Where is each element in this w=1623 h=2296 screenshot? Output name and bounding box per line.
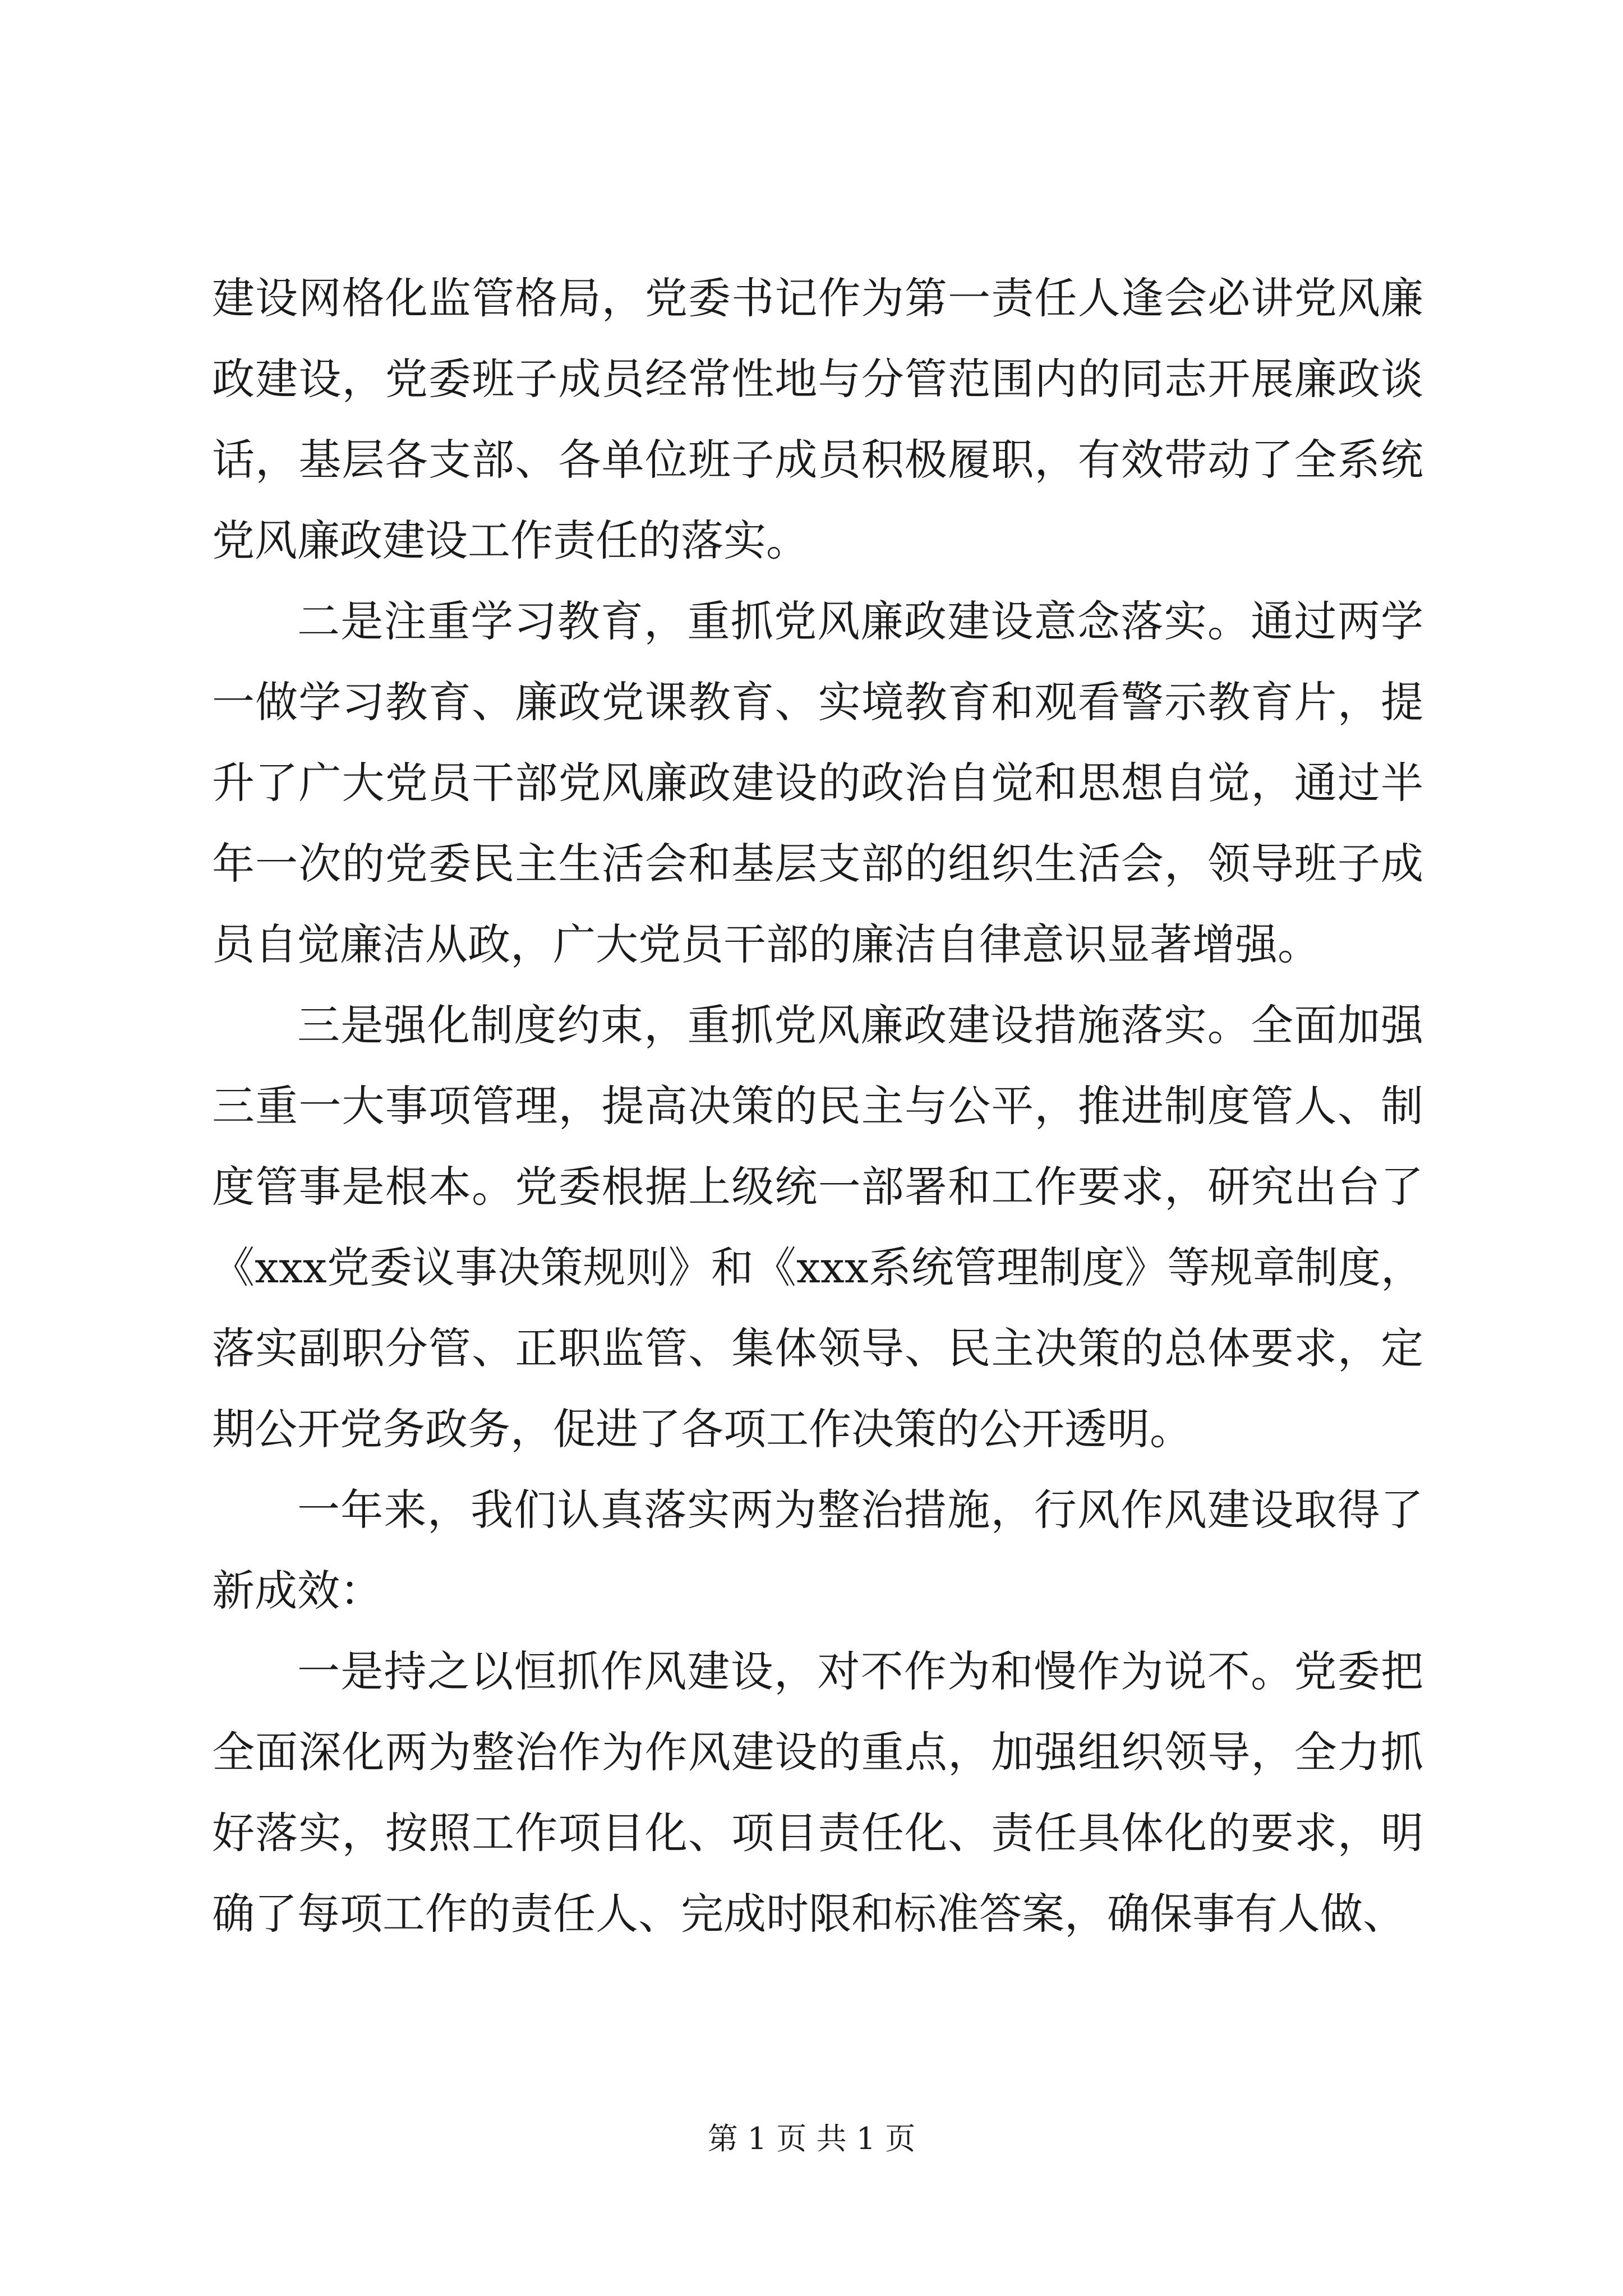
paragraph-study-education: 二是注重学习教育，重抓党风廉政建设意念落实。通过两学一做学习教育、廉政党课教育、实境教育和观看警示教育片，提升了广大党员干部党风廉政建设的政治自觉和思想自觉，通过半年一次的党委民主生活会和基层支部的组织生活会，领导班子成员自觉廉洁从政，广大党员干部的廉洁自律意识显著增强。 (212, 596, 1423, 969)
page-number-footer: 第 1 页 共 1 页 (707, 2121, 916, 2156)
paragraph-year-summary: 一年来，我们认真落实两为整治措施，行风作风建设取得了新成效： (212, 1485, 1423, 1616)
document-body (212, 258, 1423, 1954)
paragraph-system-constraints: 三是强化制度约束，重抓党风廉政建设措施落实。全面加强三重一大事项管理，提高决策的民主与公平，推进制度管人、制度管事是根本。党委根据上级统一部署和工作要求，研究出台了《xxx党委议事决策规则》和《xxx系统管理制度》等规章制度，落实副职分管、正职监管、集体领导、民主决策的总体要求，定期公开党务政务，促进了各项工作决策的公开透明。 (212, 1000, 1423, 1454)
paragraph-continuation: 建设网格化监管格局，党委书记作为第一责任人逢会必讲党风廉政建设，党委班子成员经常性地与分管范围内的同志开展廉政谈话，基层各支部、各单位班子成员积极履职，有效带动了全系统党风廉政建设工作责任的落实。 (212, 273, 1423, 565)
paragraph-work-style: 一是持之以恒抓作风建设，对不作为和慢作为说不。党委把全面深化两为整治作为作风建设的重点，加强组织领导，全力抓好落实，按照工作项目化、项目责任化、责任具体化的要求，明确了每项工作的责任人、完成时限和标准答案，确保事有人做、 (212, 1646, 1423, 1939)
